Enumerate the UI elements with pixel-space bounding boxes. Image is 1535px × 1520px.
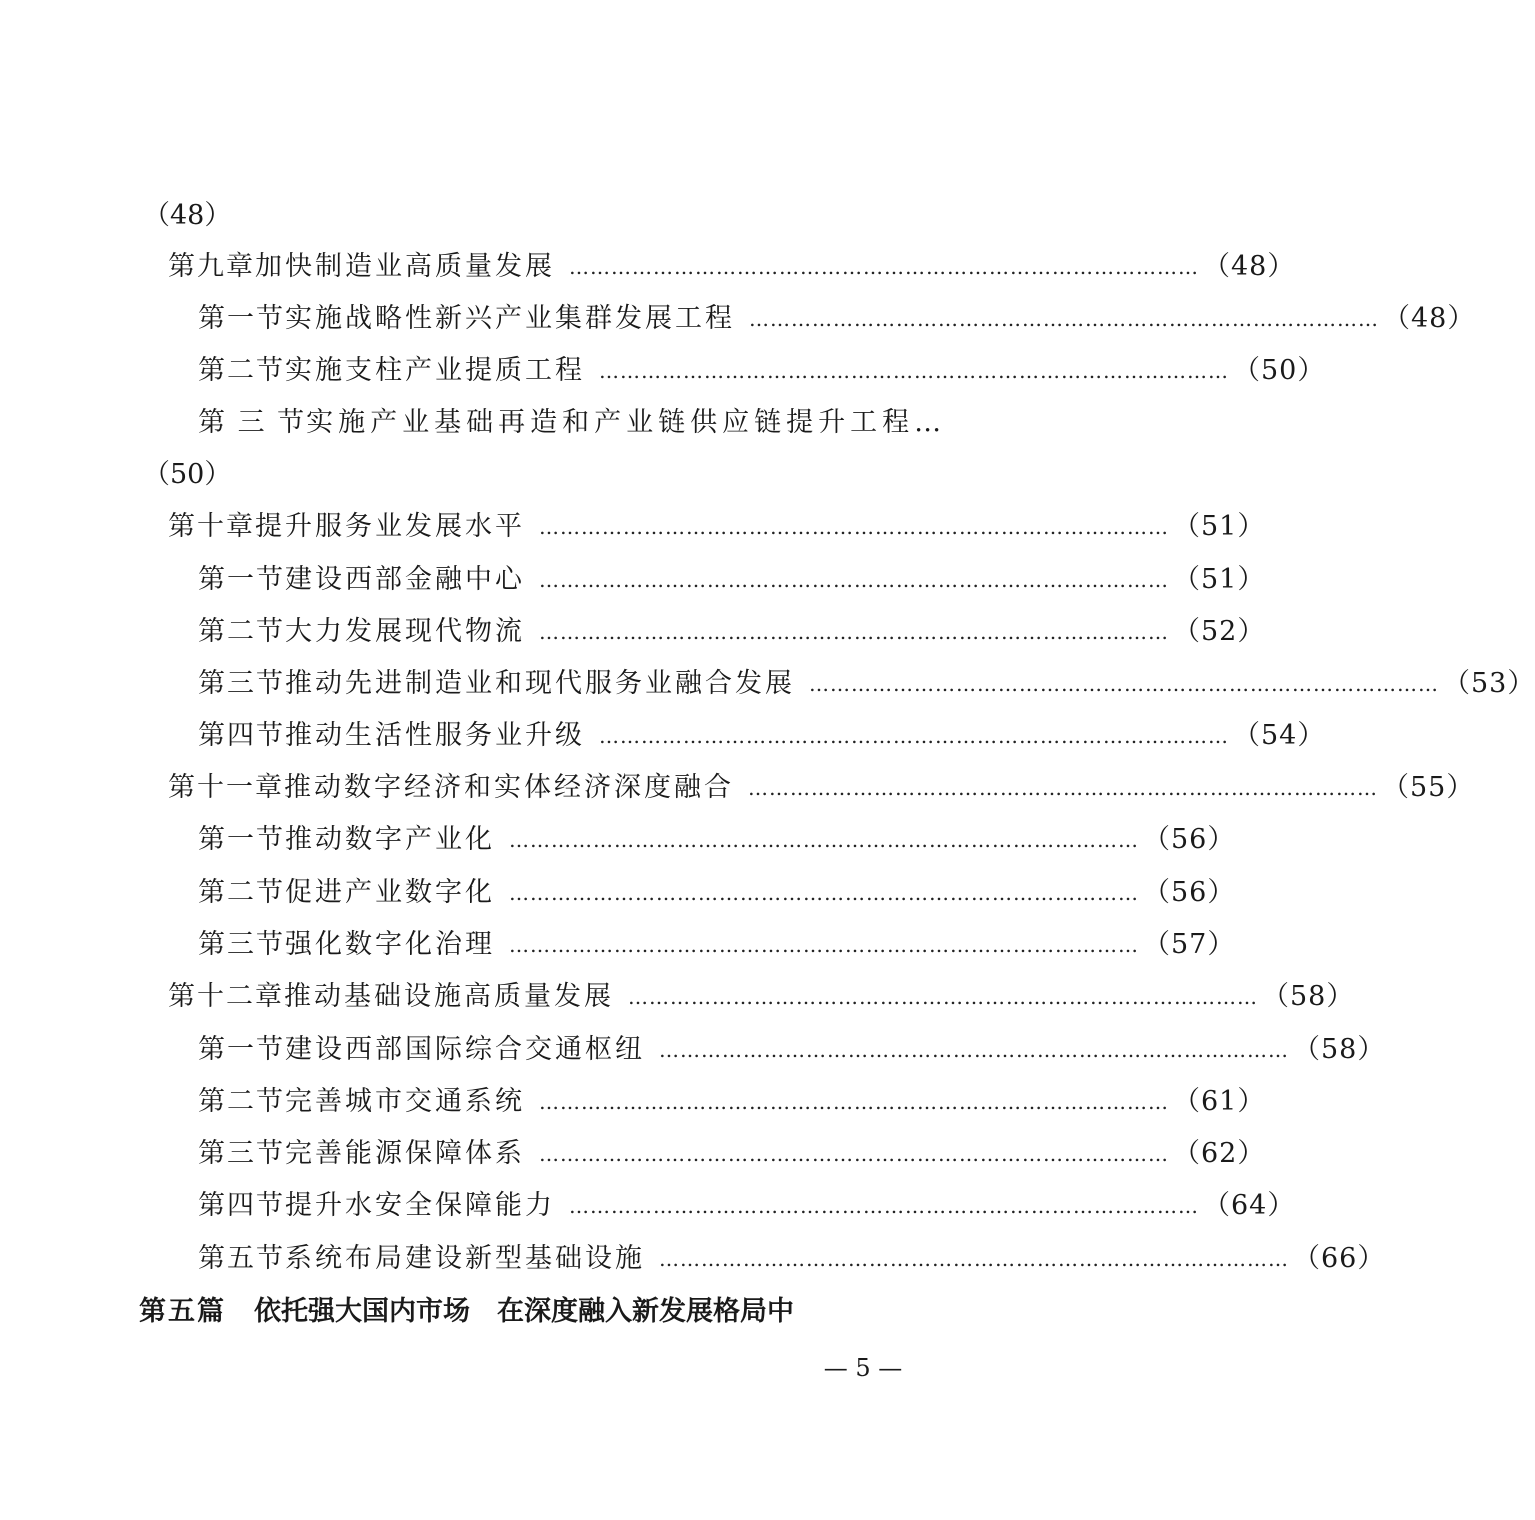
section-label: 第二节 — [198, 616, 285, 647]
dot-leader: ……………………………………………………………………………… — [599, 724, 1229, 748]
page-reference: （62） — [1173, 1138, 1266, 1169]
toc-entry-section[interactable] — [198, 664, 1535, 704]
dot-leader: ……………………………………………………………………………… — [659, 1247, 1289, 1271]
toc-entry-chapter-9[interactable] — [168, 247, 1296, 287]
toc-entry-section[interactable] — [198, 1030, 1386, 1070]
chapter-label: 第十一章 — [168, 772, 284, 803]
dot-leader: ……………………………………………………………………………… — [539, 620, 1169, 644]
toc-entry-section[interactable] — [198, 403, 947, 443]
dot-leader: ……………………………………………………………………………… — [539, 1142, 1169, 1166]
section-title: 推动数字产业化 — [285, 824, 495, 855]
toc-entry-section[interactable] — [198, 820, 1236, 860]
dot-leader: ……………………………………………………………………………… — [748, 776, 1378, 800]
section-title: 强化数字化治理 — [285, 929, 495, 960]
page-reference: （50） — [1233, 355, 1326, 386]
page-reference: （61） — [1173, 1086, 1266, 1117]
page-reference: （54） — [1233, 720, 1326, 751]
toc-continuation-page: （50） — [143, 459, 232, 490]
dot-leader: ……………………………………………………………………………… — [509, 881, 1139, 905]
section-label: 第四节 — [198, 1190, 285, 1221]
section-title: 提升水安全保障能力 — [285, 1190, 555, 1221]
dot-leader: ……………………………………………………………………………… — [749, 307, 1379, 331]
section-title: 完善能源保障体系 — [285, 1138, 525, 1169]
toc-entry-section[interactable] — [198, 351, 1326, 391]
toc-entry-section[interactable] — [198, 560, 1266, 600]
dot-leader: ……………………………………………………………………………… — [539, 568, 1169, 592]
section-title: 系统布局建设新型基础设施 — [285, 1243, 645, 1274]
page-reference: （58） — [1293, 1034, 1386, 1065]
section-title: 促进产业数字化 — [285, 877, 495, 908]
dot-leader: ……………………………………………………………………………… — [539, 515, 1169, 539]
toc-continuation-page: （48） — [143, 200, 232, 231]
section-label: 第三节 — [198, 1138, 285, 1169]
part-label: 第五篇 — [139, 1296, 226, 1327]
page-reference: （52） — [1173, 616, 1266, 647]
toc-entry-section[interactable] — [198, 925, 1236, 965]
part-title: 依托强大国内市场 在深度融入新发展格局中 — [254, 1296, 794, 1327]
page-reference: （51） — [1173, 511, 1266, 542]
toc-entry-section[interactable] — [198, 1239, 1386, 1279]
page-reference: （51） — [1173, 564, 1266, 595]
chapter-title: 提升服务业发展水平 — [255, 511, 525, 542]
page-reference: （56） — [1143, 877, 1236, 908]
section-title: 完善城市交通系统 — [285, 1086, 525, 1117]
toc-entry-chapter-12[interactable] — [168, 977, 1355, 1017]
section-title: 建设西部金融中心 — [285, 564, 525, 595]
page-reference: （57） — [1143, 929, 1236, 960]
section-label: 第二节 — [198, 355, 285, 386]
toc-entry-section[interactable] — [198, 873, 1236, 913]
page-reference: （48） — [1383, 303, 1476, 334]
dot-leader: ……………………………………………………………………………… — [569, 1194, 1199, 1218]
section-title: 建设西部国际综合交通枢纽 — [285, 1034, 645, 1065]
section-title: 推动生活性服务业升级 — [285, 720, 585, 751]
section-label: 第五节 — [198, 1243, 285, 1274]
toc-entry-section[interactable] — [198, 1134, 1266, 1174]
chapter-title: 加快制造业高质量发展 — [255, 251, 555, 282]
toc-entry-chapter-11[interactable] — [168, 768, 1475, 808]
toc-entry-section[interactable] — [198, 1082, 1266, 1122]
section-title: 实施支柱产业提质工程 — [285, 355, 585, 386]
section-title: 大力发展现代物流 — [285, 616, 525, 647]
dot-leader: ……………………………………………………………………………… — [539, 1090, 1169, 1114]
page-reference: （48） — [1203, 251, 1296, 282]
section-label: 第四节 — [198, 720, 285, 751]
dot-leader: ……………………………………………………………………………… — [509, 828, 1139, 852]
section-label: 第二节 — [198, 1086, 285, 1117]
page-reference: （58） — [1262, 981, 1355, 1012]
dot-leader: ……………………………………………………………………………… — [659, 1038, 1289, 1062]
chapter-label: 第九章 — [168, 251, 255, 282]
chapter-title: 推动基础设施高质量发展 — [284, 981, 614, 1012]
section-title: 实施战略性新兴产业集群发展工程 — [285, 303, 735, 334]
section-label: 第一节 — [198, 564, 285, 595]
page-reference: （55） — [1382, 772, 1475, 803]
dot-leader: ……………………………………………………………………………… — [509, 933, 1139, 957]
chapter-title: 推动数字经济和实体经济深度融合 — [284, 772, 734, 803]
dot-leader: ……………………………………………………………………………… — [809, 672, 1439, 696]
page-reference: （56） — [1143, 824, 1236, 855]
page-reference: （53） — [1443, 668, 1535, 699]
toc-entry-section[interactable] — [198, 716, 1326, 756]
dot-leader: ……………………………………………………………………………… — [599, 359, 1229, 383]
toc-entry-part-5[interactable] — [139, 1292, 794, 1332]
section-label: 第一节 — [198, 824, 285, 855]
page-number: — 5 — — [823, 1354, 903, 1382]
toc-entry-section[interactable] — [198, 299, 1476, 339]
section-label: 第三节 — [198, 929, 285, 960]
section-label: 第一节 — [198, 1034, 285, 1065]
section-label: 第二节 — [198, 877, 285, 908]
section-label: 第一节 — [198, 303, 285, 334]
toc-entry-section[interactable] — [198, 612, 1266, 652]
chapter-label: 第十二章 — [168, 981, 284, 1012]
page-reference: （64） — [1203, 1190, 1296, 1221]
page-reference: （66） — [1293, 1243, 1386, 1274]
section-title: 实施产业基础再造和产业链供应链提升工程… — [306, 407, 947, 438]
section-title: 推动先进制造业和现代服务业融合发展 — [285, 668, 795, 699]
section-label: 第 三 节 — [198, 407, 307, 438]
section-label: 第三节 — [198, 668, 285, 699]
dot-leader: ……………………………………………………………………………… — [569, 255, 1199, 279]
toc-entry-chapter-10[interactable] — [168, 507, 1266, 547]
toc-entry-section[interactable] — [198, 1186, 1296, 1226]
chapter-label: 第十章 — [168, 511, 255, 542]
dot-leader: ……………………………………………………………………………… — [628, 985, 1258, 1009]
